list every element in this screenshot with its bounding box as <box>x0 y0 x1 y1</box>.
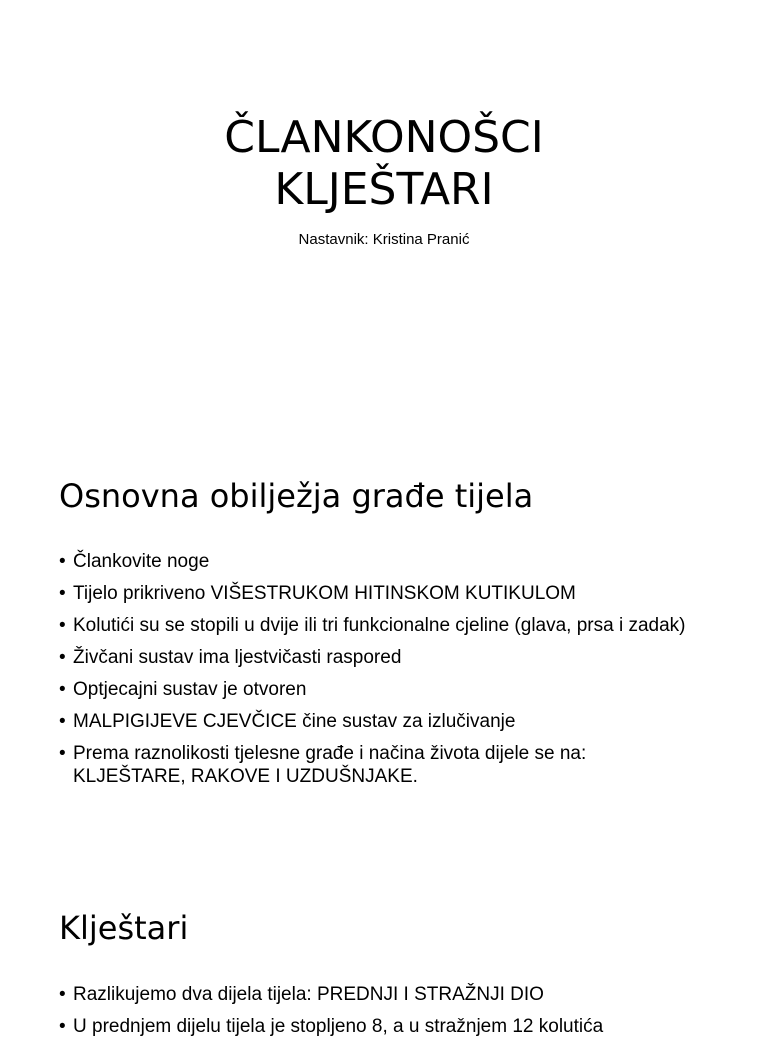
slide-heading: Osnovna obilježja građe tijela <box>59 477 534 515</box>
bullet-icon: • <box>59 1016 66 1037</box>
list-item-text: U prednjem dijelu tijela je stopljeno 8, a u stražnjem 12 kolutića <box>73 1016 604 1037</box>
list-item-text: Člankovite noge <box>73 551 210 572</box>
list-item-text: Razlikujemo dva dijela tijela: PREDNJI I STRAŽNJI DIO <box>73 984 544 1005</box>
list-item-text: MALPIGIJEVE CJEVČICE čine sustav za izlučivanje <box>73 711 516 732</box>
bullet-icon: • <box>59 583 66 604</box>
list-item <box>59 614 699 637</box>
bullet-list <box>59 983 699 1047</box>
list-item-text: Optjecajni sustav je otvoren <box>73 679 307 700</box>
list-item <box>59 582 699 605</box>
list-item-text: Živčani sustav ima ljestvičasti raspored <box>73 647 402 668</box>
title-line-2: KLJEŠTARI <box>274 164 494 215</box>
bullet-icon: • <box>59 679 66 700</box>
subtitle: Nastavnik: Kristina Pranić <box>298 231 470 248</box>
list-item <box>59 983 699 1006</box>
slide-heading: Klještari <box>59 909 189 947</box>
list-item-text: Prema raznolikosti tjelesne građe i načina života dijele se na: KLJEŠTARE, RAKOVE I UZDUŠNJAKE. <box>73 743 587 787</box>
list-item <box>59 1015 699 1038</box>
list-item <box>59 550 699 573</box>
bullet-list <box>59 550 699 797</box>
bullet-icon: • <box>59 711 66 732</box>
list-item-text: Tijelo prikriveno VIŠESTRUKOM HITINSKOM KUTIKULOM <box>73 583 576 604</box>
bullet-icon: • <box>59 743 66 764</box>
list-item <box>59 678 699 701</box>
bullet-icon: • <box>59 647 66 668</box>
title-slide <box>0 0 768 432</box>
list-item <box>59 742 699 788</box>
list-item <box>59 710 699 733</box>
bullet-icon: • <box>59 984 66 1005</box>
list-item <box>59 646 699 669</box>
page-title <box>0 112 768 216</box>
bullet-icon: • <box>59 615 66 636</box>
bullet-icon: • <box>59 551 66 572</box>
slide-basic-features <box>0 432 768 864</box>
list-item-text: Kolutići su se stopili u dvije ili tri funkcionalne cjeline (glava, prsa i zadak) <box>73 615 686 636</box>
slide-klestari <box>0 864 768 1064</box>
title-line-1: ČLANKONOŠCI <box>224 112 544 163</box>
